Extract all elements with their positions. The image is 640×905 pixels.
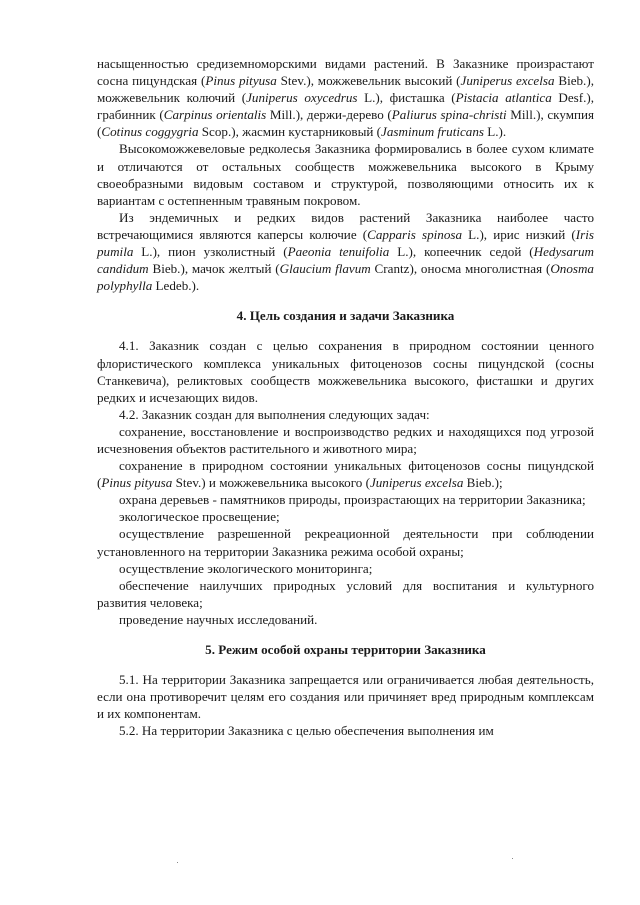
section-5-heading: 5. Режим особой охраны территории Заказника xyxy=(205,642,486,657)
latin-name: Juniperus excelsa xyxy=(369,475,464,491)
scan-speck xyxy=(512,858,513,859)
scan-speck xyxy=(177,862,178,863)
section-4-2-paragraph: 4.2. Заказник создан для выполнения следующих задач: xyxy=(119,406,430,422)
text-run: Crantz), оносма многолистная ( xyxy=(370,261,551,277)
section-5-1-paragraph: 5.1. На территории Заказника запрещается или ограничивается любая деятельность, если она противоречит целям его создания или причиняет вред природным комплексам и их компонентам. xyxy=(97,672,594,722)
text-run: L.). xyxy=(483,124,507,140)
text-run: L.), пион узколистный ( xyxy=(133,244,288,260)
task-item: экологическое просвещение; xyxy=(119,509,280,525)
text-run: Bieb.); xyxy=(463,475,503,491)
task-item: сохранение, восстановление и воспроизводство редких и находящихся под угрозой исчезновения объектов растительного и животного мира; xyxy=(97,423,594,456)
latin-name: Cotinus coggygria xyxy=(101,124,199,140)
latin-name: Pinus pityusa xyxy=(101,475,173,491)
latin-name: Iris pumila xyxy=(97,226,594,260)
text-run: Bieb.), мачок желтый ( xyxy=(148,261,280,277)
text-run: Bieb.), можжевельник колючий ( xyxy=(97,73,594,106)
latin-name: Juniperus excelsa xyxy=(460,73,555,89)
text-run: Mill.), держи-дерево ( xyxy=(266,107,392,123)
section-4-heading: 4. Цель создания и задачи Заказника xyxy=(236,308,455,324)
document-page xyxy=(97,55,594,739)
text-run: Scop.), жасмин кустарниковый ( xyxy=(198,124,382,140)
latin-name: Carpinus orientalis xyxy=(163,107,267,123)
latin-name: Jasminum fruticans xyxy=(381,124,484,140)
text-run: Ledeb.). xyxy=(152,278,200,294)
text-run: насыщенностью средиземноморскими видами растений. В Заказнике произрастают сосна пицундская ( xyxy=(97,56,594,89)
section-5-2-paragraph: 5.2. На территории Заказника с целью обеспечения выполнения им xyxy=(119,723,494,739)
section-4-1-paragraph: 4.1. Заказник создан с целью сохранения в природном состоянии ценного флористического комплекса уникальных фитоценозов сосны пицундской (сосны Станкевича), реликтовых сообществ можжевельника высокого, фисташки и других редких и исчезающих видов. xyxy=(97,338,594,405)
latin-name: Paeonia tenuifolia xyxy=(287,244,390,260)
text-run: Stev.) и можжевельника высокого ( xyxy=(172,475,370,491)
text-run: Из эндемичных и редких видов растений Заказника наиболее часто встречающимися являются каперсы колючие ( xyxy=(97,209,594,242)
latin-name: Pinus pityusa xyxy=(205,73,277,89)
latin-name: Hedysarum candidum xyxy=(97,244,594,277)
juniper-paragraph: Высокоможжевеловые редколесья Заказника формировались в более сухом климате и отличаются от остальных сообществ можжевельника высокого в Крыму своеобразными видовым составом и структурой, позволяющими относить их к вариантам с остепненным травяным покровом. xyxy=(97,141,594,208)
text-run: Desf.), грабинник ( xyxy=(97,90,594,123)
task-item xyxy=(97,457,594,491)
text-run: L.), фисташка ( xyxy=(357,90,456,106)
intro-paragraph xyxy=(97,55,594,140)
latin-name: Pistacia atlantica xyxy=(455,90,552,106)
task-item: проведение научных исследований. xyxy=(119,611,318,627)
text-run: L.), копеечник седой ( xyxy=(389,244,534,260)
task-item: обеспечение наилучших природных условий для воспитания и культурного развития человека; xyxy=(97,577,594,610)
text-run: L.), ирис низкий ( xyxy=(462,226,576,242)
task-item: охрана деревьев - памятников природы, произрастающих на территории Заказника; xyxy=(119,492,586,508)
text-run: Mill.), скумпия ( xyxy=(97,107,595,140)
latin-name: Paliurus spina-christi xyxy=(391,107,507,123)
task-item: осуществление разрешенной рекреационной деятельности при соблюдении установленного на территории Заказника режима особой охраны; xyxy=(97,526,594,559)
latin-name: Onosma polyphylla xyxy=(97,261,594,294)
latin-name: Juniperus oxycedrus xyxy=(246,90,358,106)
latin-name: Glaucium flavum xyxy=(279,261,371,277)
latin-name: Capparis spinosa xyxy=(367,226,463,242)
text-run: Stev.), можжевельник высокий ( xyxy=(276,73,461,89)
task-item: осуществление экологического мониторинга; xyxy=(119,560,373,576)
text-run: сохранение в природном состоянии уникальных фитоценозов сосны пицундской ( xyxy=(97,458,594,491)
endemic-paragraph xyxy=(97,209,594,294)
